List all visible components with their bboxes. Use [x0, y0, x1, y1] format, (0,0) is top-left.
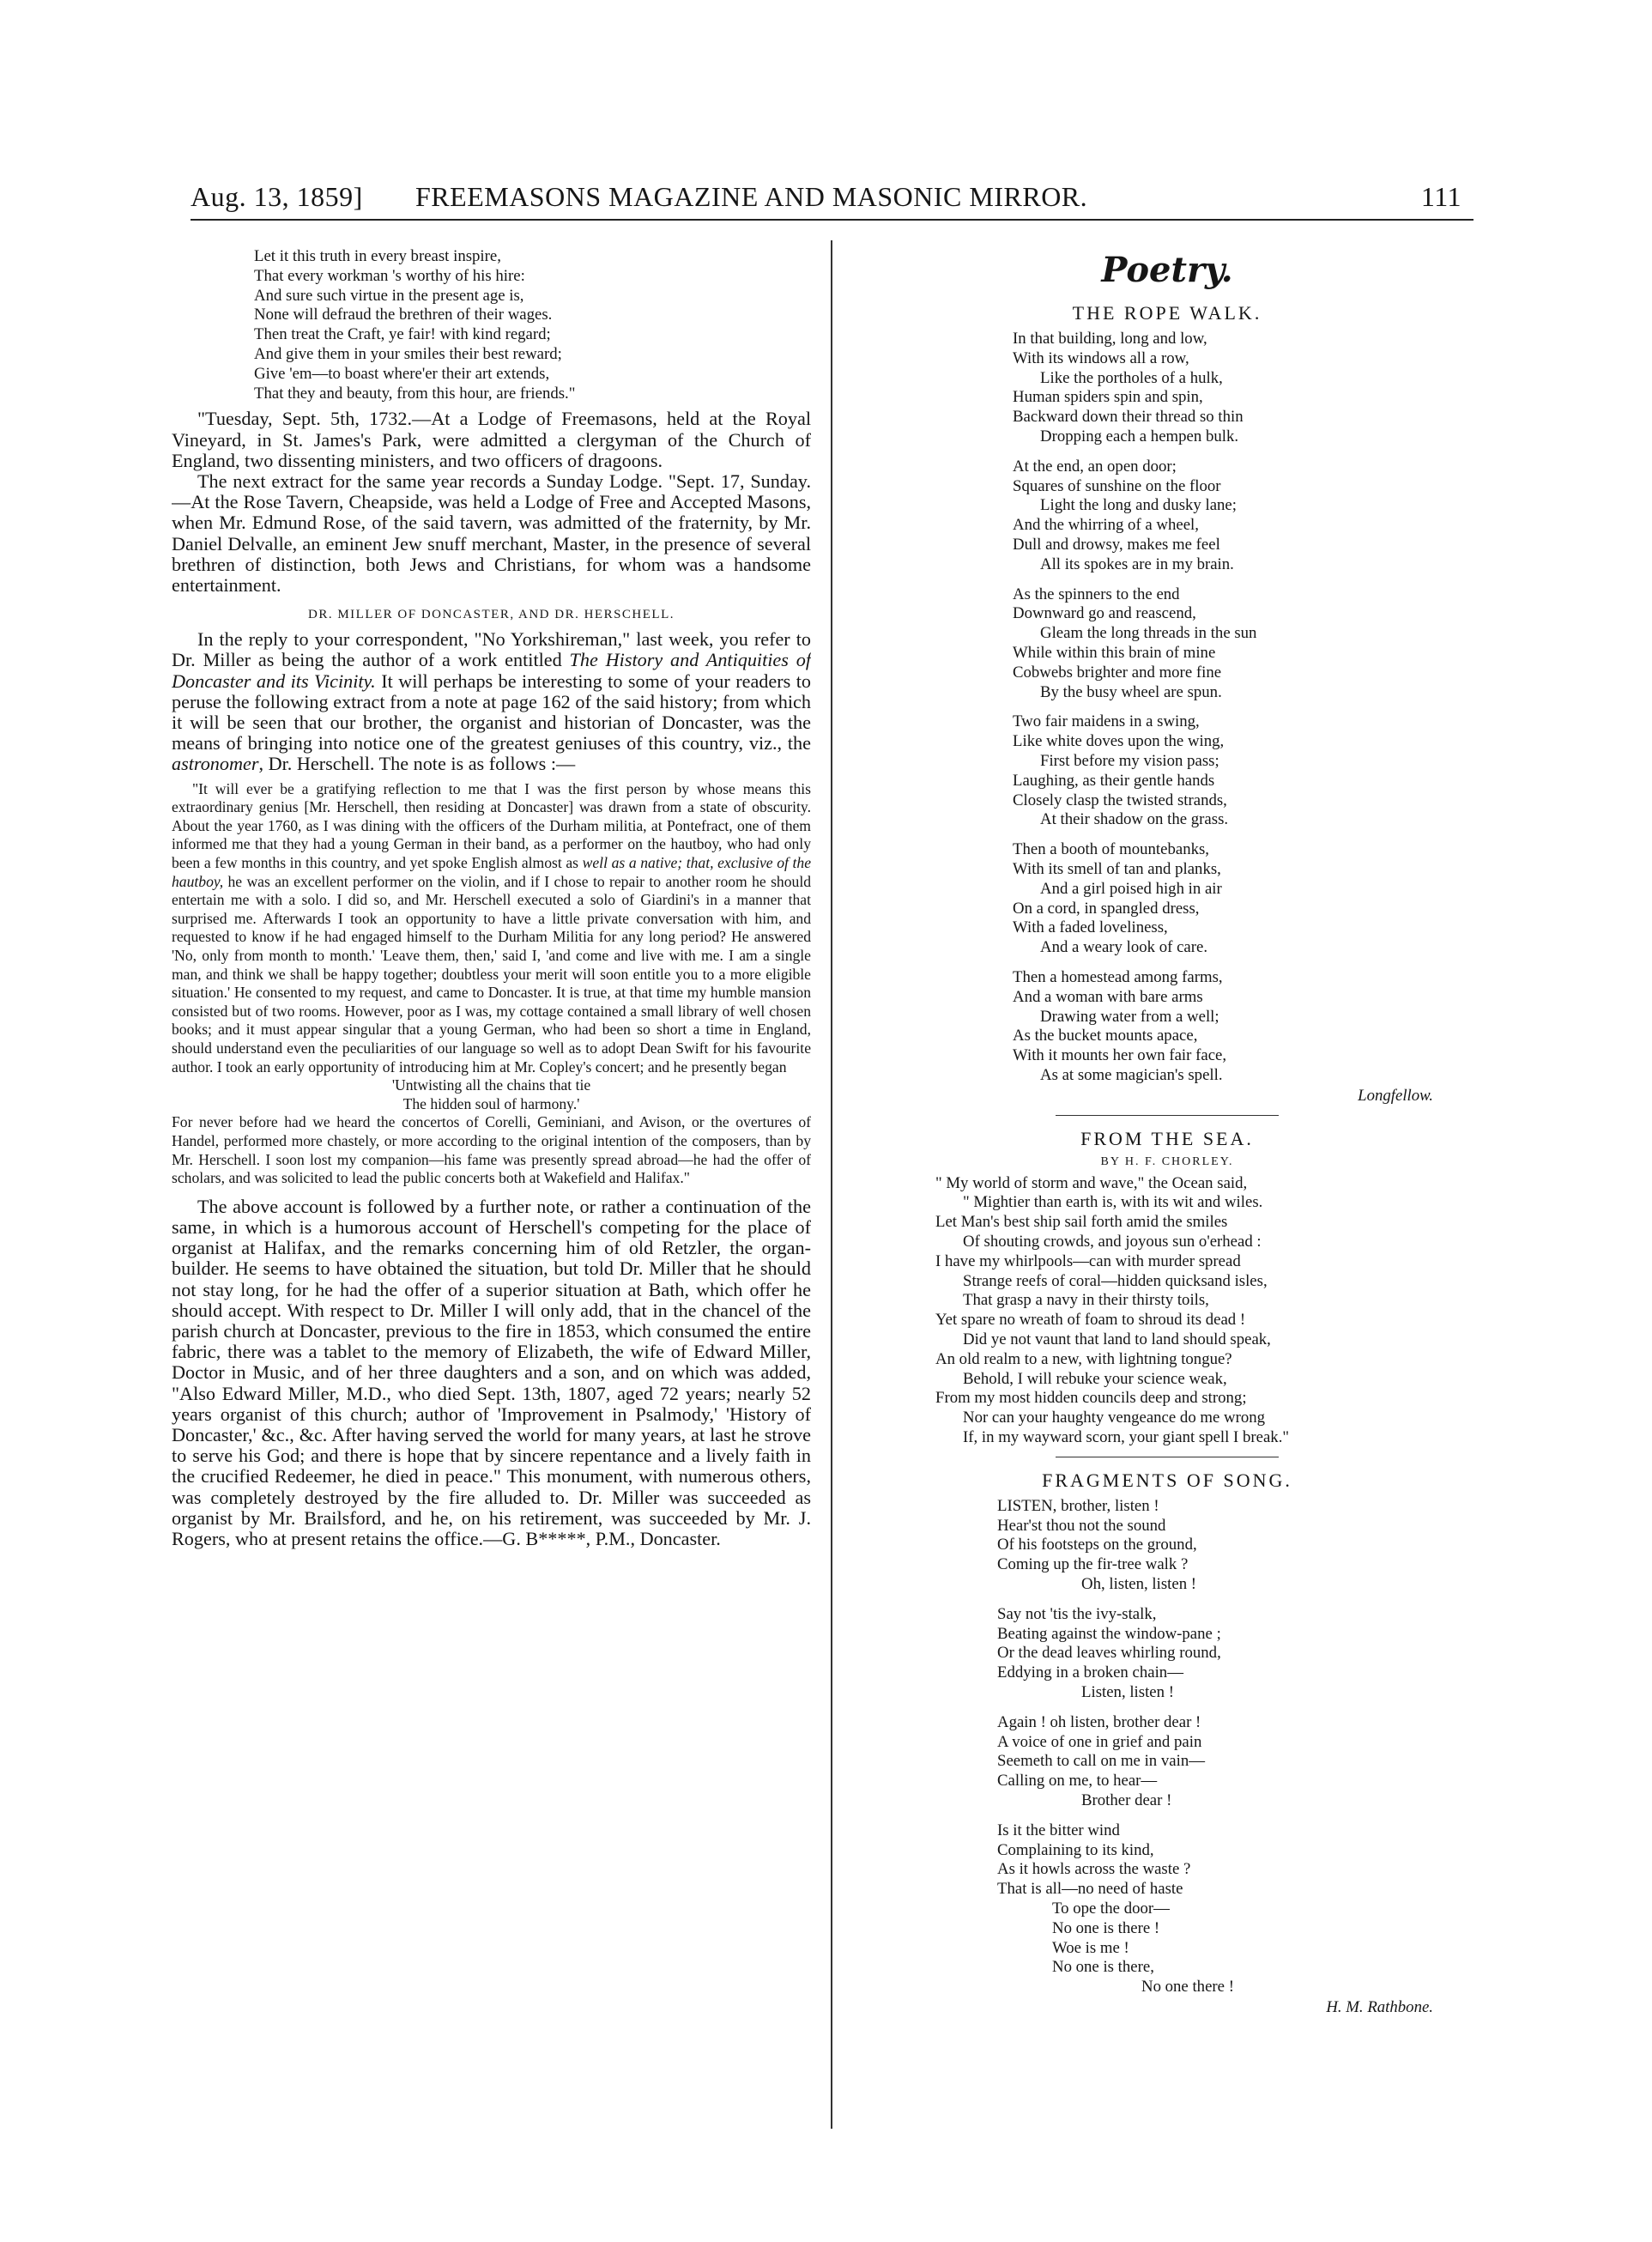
book-title: The History and Antiquities of Doncaster and its Vicinity.: [172, 649, 811, 692]
opening-verse: [254, 247, 811, 403]
verse-line: Let it this truth in every breast inspire,: [254, 247, 501, 265]
verse-line: Then treat the Craft, ye fair! with kind regard;: [254, 325, 551, 344]
quoted-verse-line: The hidden soul of harmony.': [402, 1094, 580, 1112]
stanza: At the end, an open door; Squares of sunshine on the floor Light the long and dusky lane; And the whirring of a wheel, Dull and drowsy, makes me feel All its spokes are in my brain.: [1013, 457, 1237, 573]
page-header: [191, 176, 1473, 221]
poem-byline: BY H. F. CHORLEY.: [1100, 1154, 1234, 1168]
section-heading: DR. MILLER OF DONCASTER, AND DR. HERSCHELL.: [307, 608, 675, 622]
poem-author: H. M. Rathbone.: [1326, 1997, 1433, 2016]
verse-line: Give 'em—to boast where'er their art extends,: [254, 364, 550, 383]
verse-line: None will defraud the brethren of their wages.: [254, 306, 553, 324]
quoted-note-continued: For never before had we heard the concertos of Corelli, Geminiani, and Avison, or the overtures of Handel, performed more chastely, or more according to the original intention of the composers, than by Mr. Herschell. I soon lost my companion—his fame was presently spread abroad—he had the offer of scholars, and was solicited to lead the public concerts both at Wakefield and Halifax.": [172, 1113, 811, 1187]
poem-author: Longfellow.: [1358, 1086, 1433, 1105]
poetry-heading: Poetry.: [1101, 250, 1233, 290]
page-number: 111: [1420, 181, 1461, 212]
stanza: LISTEN, brother, listen ! Hear'st thou not the sound Of his footsteps on the ground, Coming up the fir-tree walk ? Oh, listen, listen !: [997, 1496, 1197, 1594]
stanza: Is it the bitter wind Complaining to its kind, As it howls across the waste ? That is all—no need of haste To ope the door— No one is there ! Woe is me ! No one is there, No one there !: [997, 1821, 1234, 1997]
right-column: [867, 247, 1467, 2170]
stanza: Say not 'tis the ivy-stalk, Beating against the window-pane ; Or the dead leaves whirling round, Eddying in a broken chain— Listen, listen !: [997, 1604, 1221, 1702]
verse-line: That every workman 's worthy of his hire:: [254, 266, 525, 285]
paragraph-reply: In the reply to your correspondent, "No Yorkshireman," last week, you refer to Dr. Miller as being the author of a work entitled The History and Antiquities of Doncaster and its Vicinity. It will perhaps be interesting to some of your readers to peruse the following extract from a note at page 162 of the said history; from which it will be seen that our brother, the organist and historian of Doncaster, was the means of bringing into notice one of the greatest geniuses of this country, viz., the astronomer, Dr. Herschell. The note is as follows :—: [172, 628, 811, 775]
verse-line: And give them in your smiles their best reward;: [254, 344, 562, 363]
poem-from-the-sea: " My world of storm and wave," the Ocean said, " Mightier than earth is, with its wit and wiles. Let Man's best ship sail forth amid the smiles Of shouting crowds, and joyous sun o'erhead : I have my whirlpools—can with murder spread Strange reefs of coral—hidden quicksand isles, That grasp a navy in their thirsty toils, Yet spare no wreath of foam to shroud its dead ! Did ye not vaunt that land to land should speak, An old realm to a new, with lightning tongue? Behold, I will rebuke your science weak, From my most hidden councils deep and strong; Nor can your haughty vengeance do me wrong If, in my wayward scorn, your giant spell I break.": [935, 1173, 1290, 1447]
stanza: As the spinners to the end Downward go and reascend, Gleam the long threads in the sun While within this brain of mine Cobwebs brighter and more fine By the busy wheel are spun.: [1013, 585, 1257, 701]
poem-rope-walk: [1013, 330, 1467, 1086]
paragraph-sunday-lodge: The next extract for the same year records a Sunday Lodge. "Sept. 17, Sunday.—At the Rose Tavern, Cheapside, was held a Lodge of Free and Accepted Masons, when Mr. Edmund Rose, of the said tavern, was admitted of the fraternity, by Mr. Daniel Delvalle, an eminent Jew snuff merchant, Master, in the presence of several brethren of distinction, both Jews and Christians, for whom was a handsome entertainment.: [172, 470, 811, 596]
column-divider: [831, 240, 832, 2129]
issue-date: Aug. 13, 1859]: [191, 181, 363, 212]
poem-title-fragments-of-song: FRAGMENTS OF SONG.: [1042, 1469, 1292, 1491]
paragraph-continuation: The above account is followed by a further note, or rather a continuation of the same, in which is a humorous account of Herschell's competing for the place of organist at Halifax, and the remarks concerning him of old Retzler, the organ-builder. He seems to have obtained the situation, but told Dr. Miller that he should not stay long, for he had the offer of a superior situation at Bath, which offer he should accept. With respect to Dr. Miller I will only add, that in the chancel of the parish church at Doncaster, previous to the fire in 1853, which consumed the entire fabric, there was a tablet to the memory of Elizabeth, the wife of Edward Miller, Doctor in Music, and of her three daughters and a son, and on which was added, "Also Edward Miller, M.D., who died Sept. 13th, 1807, aged 72 years; nearly 52 years organist of this church; author of 'Improvement in Psalmody,' 'History of Doncaster,' &c., &c. After having served the world for many years, at last he strove to serve his God; and there is hope that by sincere repentance and a lively faith in the crucified Redeemer, he died in peace." This monument, with numerous others, was completely destroyed by the fire alluded to. Dr. Miller was succeeded as organist by Mr. Brailsford, and he, on his retirement, was succeeded by Mr. J. Rogers, who at present retains the office.—G. B*****, P.M., Doncaster.: [172, 1195, 811, 1549]
poem-title-rope-walk: THE ROPE WALK.: [1072, 302, 1262, 324]
poem-divider: [1056, 1115, 1279, 1116]
stanza: In that building, long and low, With its windows all a row, Like the portholes of a hulk, Human spiders spin and spin, Backward down their thread so thin Dropping each a hempen bulk.: [1013, 330, 1244, 445]
poem-title-from-the-sea: FROM THE SEA.: [1080, 1127, 1254, 1149]
quoted-verse-line: 'Untwisting all the chains that tie: [391, 1076, 591, 1094]
stanza: Two fair maidens in a swing, Like white doves upon the wing, First before my vision pass; Laughing, as their gentle hands Closely clasp the twisted strands, At their shadow on the grass.: [1013, 712, 1229, 829]
left-column: [172, 247, 811, 2170]
paragraph-lodge-1732: "Tuesday, Sept. 5th, 1732.—At a Lodge of Freemasons, held at the Royal Vineyard, in St. James's Park, were admitted a clergyman of the Church of England, two dissenting ministers, and two officers of dragoons.: [172, 408, 811, 471]
verse-line: That they and beauty, from this hour, are friends.": [254, 384, 576, 403]
verse-line: And sure such virtue in the present age is,: [254, 286, 524, 305]
stanza: Again ! oh listen, brother dear ! A voice of one in grief and pain Seemeth to call on me in vain— Calling on me, to hear— Brother dear !: [997, 1712, 1206, 1809]
poem-fragments-of-song: [970, 1497, 1467, 1997]
quoted-note: "It will ever be a gratifying reflection to me that I was the first person by whose means this extraordinary genius [Mr. Herschell, then residing at Doncaster] was drawn from a state of obscurity. About the year 1760, as I was dining with the officers of the Durham militia, at Pontefract, one of them informed me that they had a young German in their band, as a performer on the hautboy, who had only been a few months in this country, and yet spoke English almost as well as a native; that, exclusive of the hautboy, he was an excellent performer on the violin, and if I chose to repair to another room he should entertain me with a solo. I did so, and Mr. Herschell executed a solo of Giardini's in a manner that surprised me. Afterwards I took an opportunity to have a little private conversation with him, and requested to know if he had engaged himself to the Durham Militia for any long period? He answered 'No, only from month to month.' 'Leave them, then,' said I, 'and come and live with me. I am a single man, and think we shall be happy together; doubtless your merit will soon entitle you to a more eligible situation.' He consented to my request, and came to Doncaster. It is true, at that time my humble mansion consisted but of two rooms. However, poor as I was, my cottage contained a small library of well chosen books; and it must appear singular that a young German, who had been so short a time in England, should understand even the peculiarities of our language so well as to adopt Dean Swift for his favourite author. I took an early opportunity of introducing him at Mr. Copley's concert; and he presently began: [172, 779, 811, 1076]
publication-title: FREEMASONS MAGAZINE AND MASONIC MIRROR.: [415, 181, 1088, 212]
stanza: Then a homestead among farms, And a woman with bare arms Drawing water from a well; As the bucket mounts apace, With it mounts her own fair face, As at some magician's spell.: [1013, 967, 1227, 1084]
stanza: Then a booth of mountebanks, With its smell of tan and planks, And a girl poised high in air On a cord, in spangled dress, With a faded loveliness, And a weary look of care.: [1013, 840, 1222, 957]
